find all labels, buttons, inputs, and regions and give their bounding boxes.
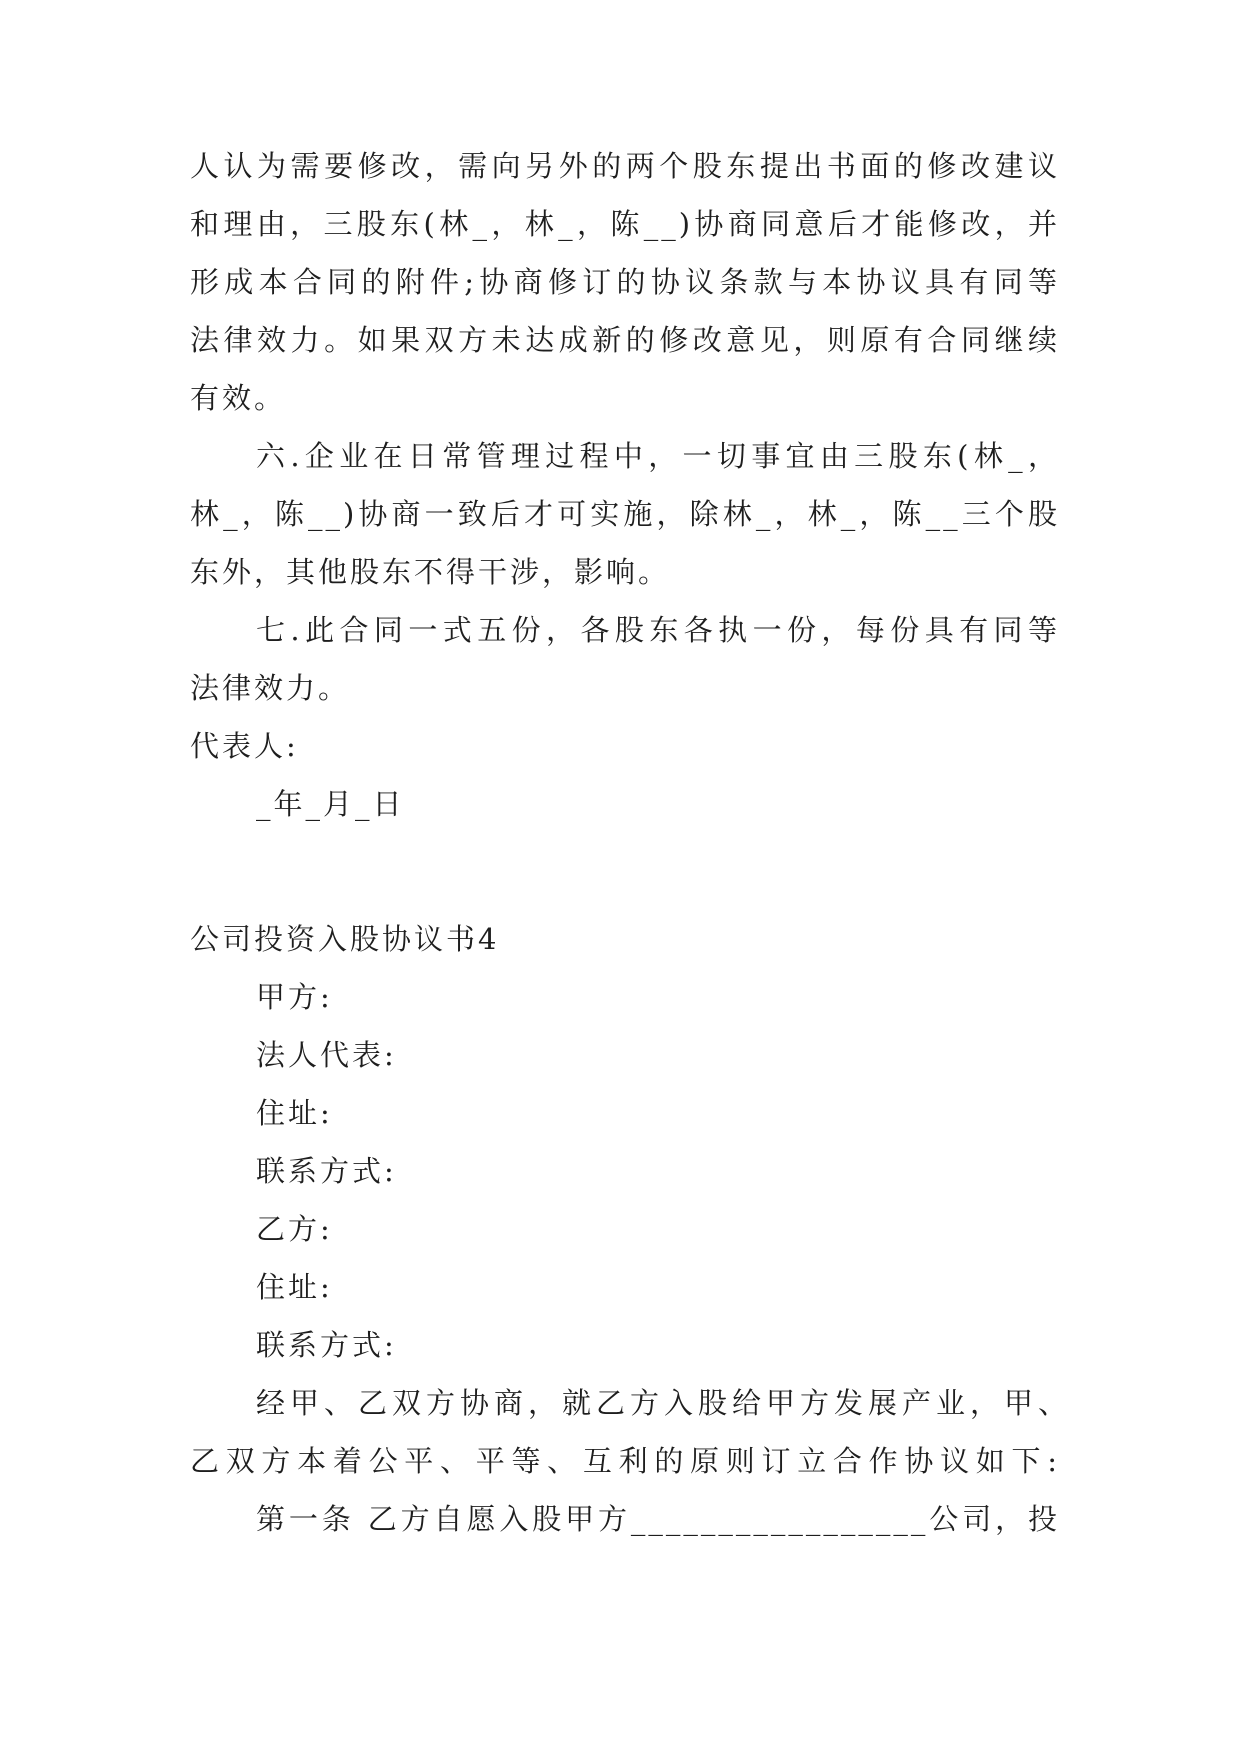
clause-seven-line: 七.此合同一式五份，各股东各执一份，每份具有同等 <box>256 613 1060 647</box>
party-b-contact-field: 联系方式: <box>256 1328 397 1362</box>
body-line: 有效。 <box>190 381 287 415</box>
party-a-address-field: 住址: <box>256 1096 333 1130</box>
legal-representative-field: 法人代表: <box>256 1038 397 1072</box>
clause-seven-line: 法律效力。 <box>190 671 351 705</box>
body-line: 形成本合同的附件;协商修订的协议条款与本协议具有同等 <box>190 265 1060 299</box>
party-a-contact-field: 联系方式: <box>256 1154 397 1188</box>
clause-six-line: 林_，陈__)协商一致后才可实施，除林_，林_，陈__三个股 <box>190 497 1060 531</box>
clause-six-line: 六.企业在日常管理过程中，一切事宜由三股东(林_， <box>256 439 1060 473</box>
representative-label: 代表人: <box>190 729 299 763</box>
body-line: 人认为需要修改，需向另外的两个股东提出书面的修改建议 <box>190 149 1060 183</box>
section-title: 公司投资入股协议书4 <box>190 922 500 956</box>
party-a-field: 甲方: <box>256 980 333 1014</box>
party-b-field: 乙方: <box>256 1212 333 1246</box>
party-b-address-field: 住址: <box>256 1270 333 1304</box>
intro-line: 经甲、乙双方协商，就乙方入股给甲方发展产业，甲、 <box>256 1386 1073 1420</box>
date-line: _年_月_日 <box>256 787 405 821</box>
clause-six-line: 东外，其他股东不得干涉，影响。 <box>190 555 671 589</box>
intro-line: 乙双方本着公平、平等、互利的原则订立合作协议如下: <box>190 1444 1060 1478</box>
article-one-line: 第一条 乙方自愿入股甲方_________________公司，投 <box>256 1502 1060 1536</box>
body-line: 法律效力。如果双方未达成新的修改意见，则原有合同继续 <box>190 323 1060 357</box>
body-line: 和理由，三股东(林_，林_，陈__)协商同意后才能修改，并 <box>190 207 1060 241</box>
